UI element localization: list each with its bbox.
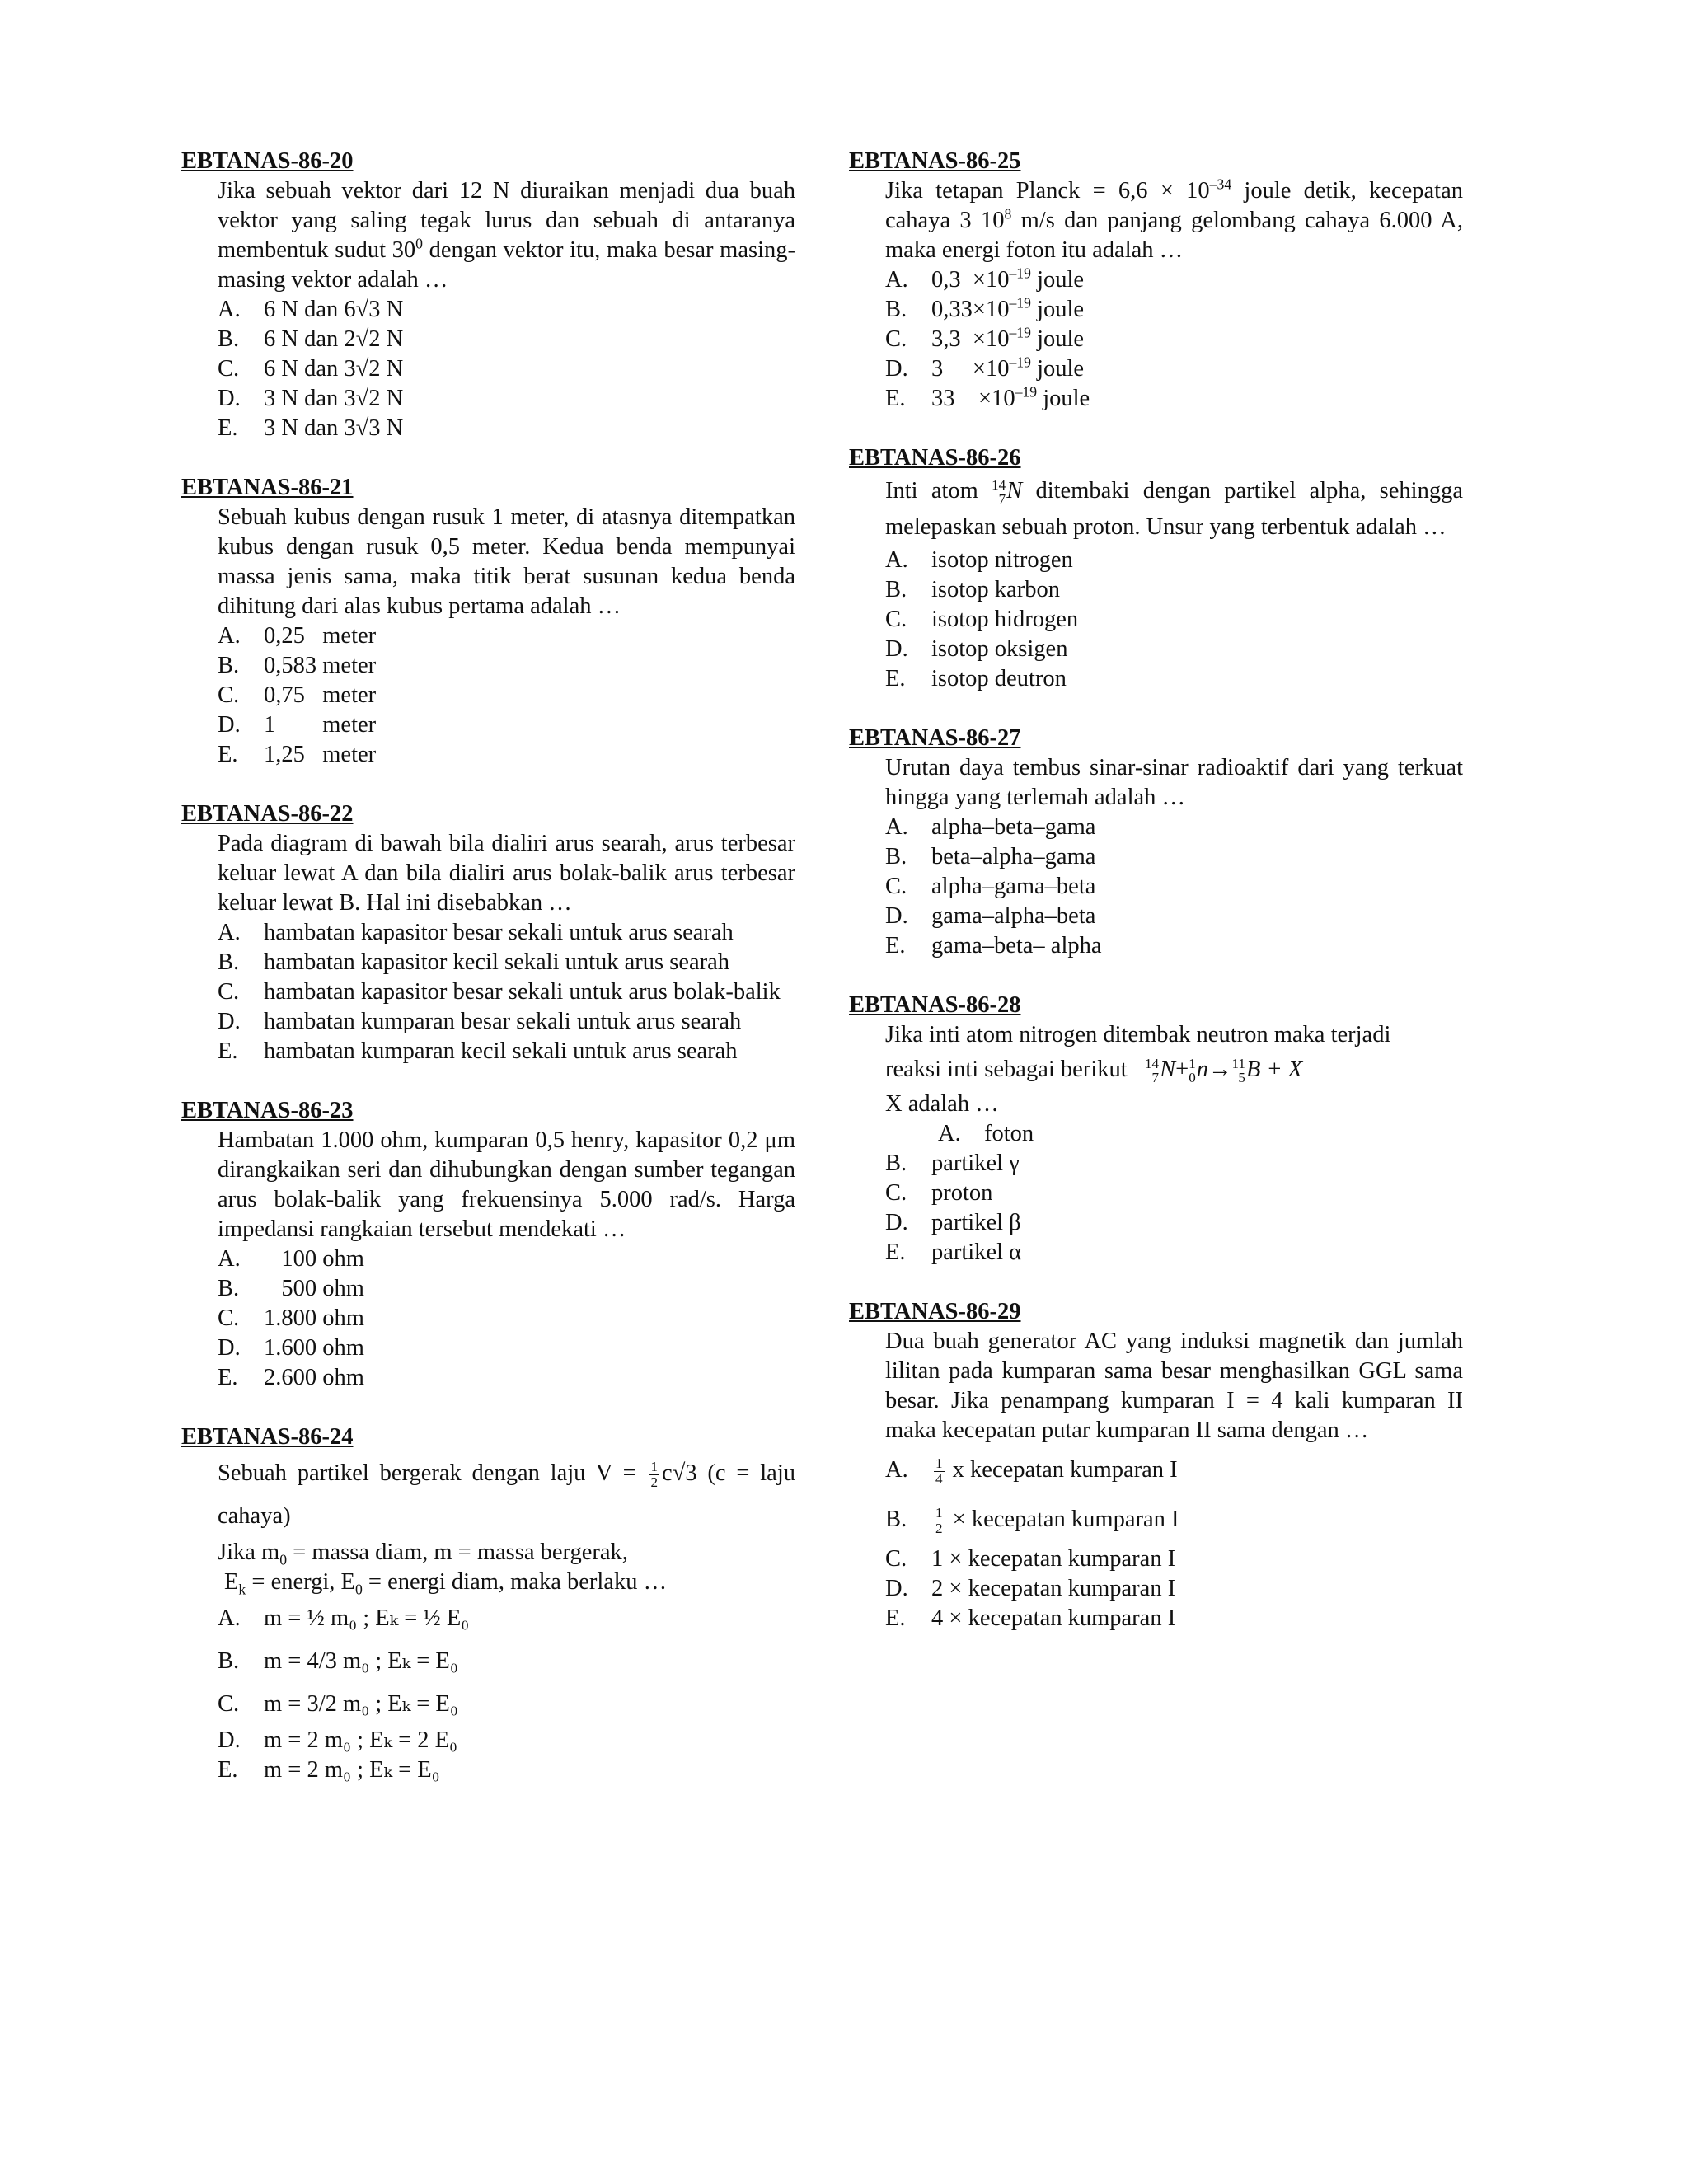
question-text: Pada diagram di bawah bila dialiri arus searah, arus terbesar keluar lewat A dan bila dialiri arus bolak-balik arus terbesar keluar lewat B. Hal ini disebabkan … <box>218 831 795 916</box>
options-list <box>218 295 795 443</box>
option-c: C. 1 × kecepatan kumparan I <box>885 1546 1176 1572</box>
question-text: Jika inti atom nitrogen ditembak neutron maka terjadi <box>885 1022 1391 1047</box>
option-b: B. beta–alpha–gama <box>885 844 1096 869</box>
fraction: $\frac{1}{2}$ <box>650 1459 659 1490</box>
question-86-24 <box>181 1422 795 1785</box>
question-86-26 <box>849 443 1463 694</box>
option-c: C. 0,75 meter <box>218 682 377 708</box>
question-title: EBTANAS-86-27 <box>849 725 1021 751</box>
option-b: B. m = 4/3 m₀ ; Eₖ = E₀ <box>218 1648 458 1674</box>
option-b: B. isotop karbon <box>885 577 1060 602</box>
option-e: E. partikel α <box>885 1240 1022 1265</box>
option-d: D. hambatan kumparan besar sekali untuk arus searah <box>218 1009 742 1034</box>
question-86-25 <box>849 147 1463 414</box>
left-column <box>181 147 795 1815</box>
option-a: A. foton <box>938 1121 1034 1146</box>
option-d: D. 3 $\times 10^{-19}$ joule <box>885 354 1085 382</box>
reaction-equation: reaksi inti sebagai berikut 14 7 N+ 1 0 n→ 11 5 B + X <box>885 1055 1303 1086</box>
option-e: E. m = 2 m₀ ; Eₖ = E₀ <box>218 1757 440 1783</box>
option-c: C. isotop hidrogen <box>885 607 1079 632</box>
option-c: C. 1.800 ohm <box>218 1305 364 1331</box>
option-a: A. 100 ohm <box>218 1246 364 1272</box>
option-c: C. hambatan kapasitor besar sekali untuk arus bolak-balik <box>218 979 781 1005</box>
question-title: EBTANAS-86-20 <box>181 148 354 174</box>
question-title: EBTANAS-86-25 <box>849 148 1021 174</box>
option-d: D. isotop oksigen <box>885 636 1068 662</box>
option-b: B. hambatan kapasitor kecil sekali untuk arus searah <box>218 949 730 975</box>
question-text: Dua buah generator AC yang induksi magnetik dan jumlah lilitan pada kumparan sama besar menghasilkan GGL sama besar. Jika penampang kumparan I = 4 kali kumparan II maka kecepatan putar kumparan II sama dengan … <box>885 1329 1463 1443</box>
option-d: D. 3 N dan 3√2 N <box>218 386 404 411</box>
question-title: EBTANAS-86-29 <box>849 1299 1021 1324</box>
options-list <box>218 918 795 1066</box>
options-list <box>885 265 1463 414</box>
question-86-28 <box>849 991 1463 1268</box>
question-text-line3: $E_k$ = energi, $E_0$ = energi diam, maka berlaku … <box>224 1569 668 1598</box>
question-text: Jika sebuah vektor dari 12 N diuraikan menjadi dua buah vektor yang saling tegak lurus dan sebuah di antaranya membentuk sudut $30^0$ dengan vektor itu, maka besar masing-masing vektor adalah … <box>218 178 795 293</box>
option-b: B. partikel γ <box>885 1151 1020 1176</box>
options-list <box>218 1244 795 1393</box>
right-column <box>849 147 1463 1663</box>
options-list <box>218 1597 795 1785</box>
options-list <box>218 621 795 770</box>
option-b: B. 500 ohm <box>218 1276 364 1301</box>
option-a: A. $0,3 \times 10^{-19}$ joule <box>885 265 1085 293</box>
option-d: D. gama–alpha–beta <box>885 903 1096 929</box>
question-title: EBTANAS-86-22 <box>181 801 354 827</box>
question-86-27 <box>849 724 1463 961</box>
question-text: Jika tetapan Planck = $6,6 \times 10^{-34}$ joule detik, kecepatan cahaya 3 $10^8$ m/s dan panjang gelombang cahaya 6.000 A, maka energi foton itu adalah … <box>885 176 1463 263</box>
option-e: E. 33 $\times 10^{-19}$ joule <box>885 383 1090 411</box>
option-e: E. isotop deutron <box>885 666 1067 691</box>
question-title: EBTANAS-86-28 <box>849 992 1021 1018</box>
option-e: E. hambatan kumparan kecil sekali untuk arus searah <box>218 1038 738 1064</box>
option-c: C. alpha–gama–beta <box>885 874 1096 899</box>
option-a: A. alpha–beta–gama <box>885 814 1096 840</box>
question-text: Sebuah kubus dengan rusuk 1 meter, di atasnya ditempatkan kubus dengan rusuk 0,5 meter. Kedua benda mempunyai massa jenis sama, maka titik berat susunan kedua benda dihitung dari alas kubus pertama adalah … <box>218 504 795 619</box>
options-list <box>885 546 1463 694</box>
option-d: D. m = 2 m₀ ; Eₖ = 2 E₀ <box>218 1727 457 1753</box>
option-a: A. 6 N dan 6√3 N <box>218 297 404 322</box>
option-d: D. 1.600 ohm <box>218 1335 364 1361</box>
question-text: Sebuah partikel bergerak dengan laju V = $\frac{1}{2}$ c√3 (c = laju cahaya) <box>218 1459 795 1529</box>
question-86-20 <box>181 147 795 443</box>
option-e: E. 2.600 ohm <box>218 1365 364 1390</box>
option-b: B. $0,33\times 10^{-19}$ joule <box>885 294 1085 322</box>
question-title: EBTANAS-86-24 <box>181 1424 354 1450</box>
option-e: E. 3 N dan 3√3 N <box>218 415 404 441</box>
options-list <box>885 1119 1463 1268</box>
question-86-22 <box>181 799 795 1066</box>
question-text: Inti atom 14 7 N ditembaki dengan partikel alpha, sehingga melepaskan sebuah proton. Unsur yang terbentuk adalah … <box>885 476 1463 540</box>
option-b: B. 0,583 meter <box>218 653 377 678</box>
option-d: D. 1 meter <box>218 712 377 738</box>
option-c: C. proton <box>885 1180 993 1206</box>
question-title: EBTANAS-86-21 <box>181 475 354 500</box>
question-text: Urutan daya tembus sinar-sinar radioaktif dari yang terkuat hingga yang terlemah adalah … <box>885 755 1463 810</box>
question-text: Hambatan 1.000 ohm, kumparan 0,5 henry, kapasitor 0,2 μm dirangkaikan seri dan dihubungkan dengan sumber tegangan arus bolak-balik yang frekuensinya 5.000 rad/s. Harga impedansi rangkaian tersebut mendekati … <box>218 1127 795 1242</box>
question-title: EBTANAS-86-26 <box>849 445 1021 471</box>
options-list <box>885 1446 1463 1633</box>
nuclide: 14 7 <box>992 476 1006 508</box>
question-title: EBTANAS-86-23 <box>181 1098 354 1123</box>
option-a: A. isotop nitrogen <box>885 547 1073 573</box>
option-e: E. 1,25 meter <box>218 742 377 767</box>
question-text-line2: Jika $m_0$ = massa diam, m = massa bergerak, <box>218 1540 628 1568</box>
option-e: E. 4 × kecepatan kumparan I <box>885 1605 1176 1631</box>
option-b: B. 6 N dan 2√2 N <box>218 326 404 352</box>
option-c: C. $3,3 \times 10^{-19}$ joule <box>885 324 1085 352</box>
question-text-line3: X adalah … <box>885 1091 999 1117</box>
option-c: C. m = 3/2 m₀ ; Eₖ = E₀ <box>218 1691 458 1717</box>
question-86-23 <box>181 1096 795 1393</box>
question-86-21 <box>181 473 795 770</box>
option-c: C. 6 N dan 3√2 N <box>218 356 404 382</box>
option-a: A. 0,25 meter <box>218 623 377 649</box>
option-a: A. $\frac{1}{4}$ x kecepatan kumparan I <box>885 1455 1178 1487</box>
option-d: D. partikel β <box>885 1210 1021 1235</box>
option-d: D. 2 × kecepatan kumparan I <box>885 1576 1176 1601</box>
option-e: E. gama–beta– alpha <box>885 933 1102 958</box>
options-list <box>885 813 1463 961</box>
option-a: A. m = ½ m₀ ; Eₖ = ½ E₀ <box>218 1605 470 1631</box>
question-86-29 <box>849 1297 1463 1633</box>
option-b: B. $\frac{1}{2}$ × kecepatan kumparan I <box>885 1505 1179 1536</box>
option-a: A. hambatan kapasitor besar sekali untuk arus searah <box>218 920 734 945</box>
